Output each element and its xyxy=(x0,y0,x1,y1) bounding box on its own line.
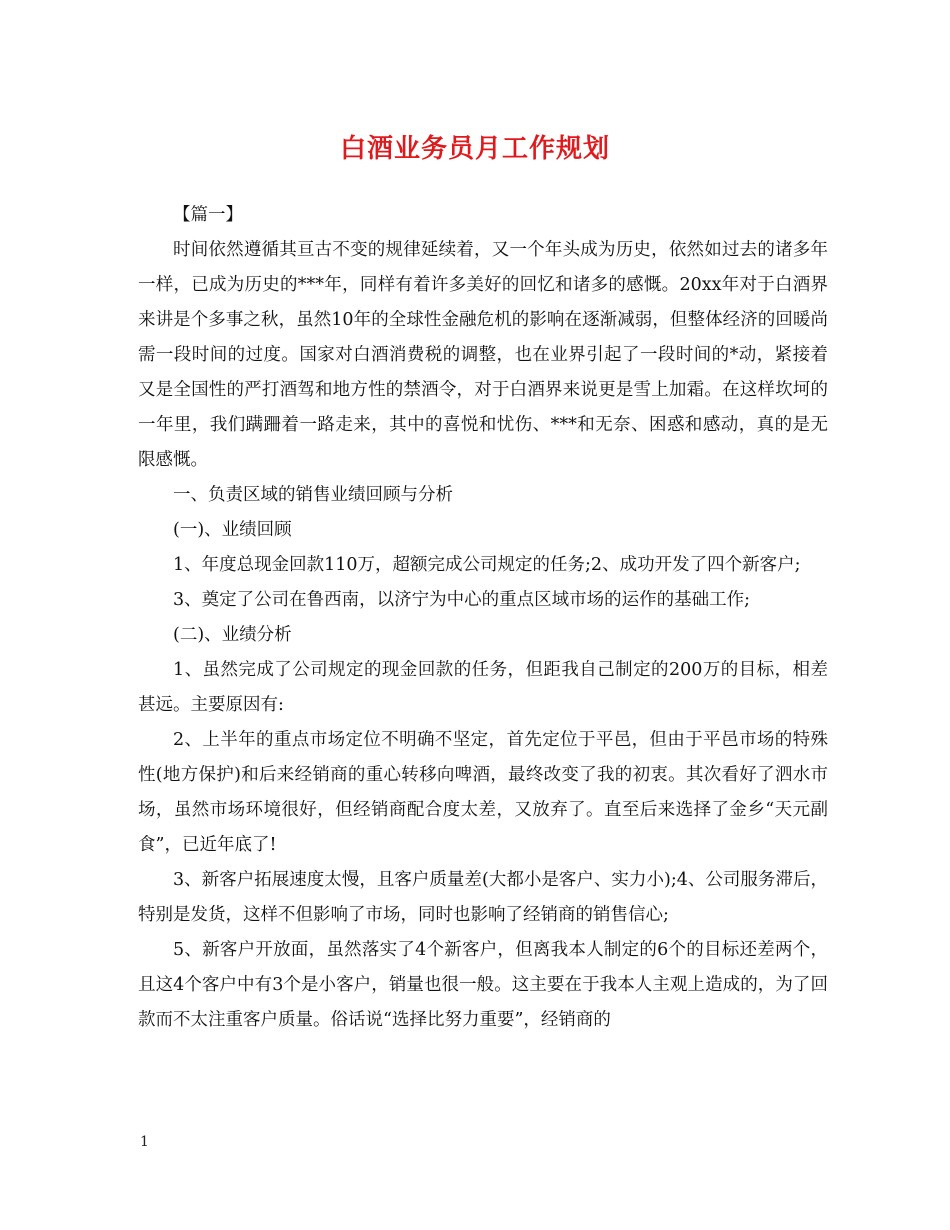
paragraph: 1、虽然完成了公司规定的现金回款的任务，但距我自己制定的200万的目标，相差甚远。主要原因有: xyxy=(138,660,828,715)
paragraph: 2、上半年的重点市场定位不明确不坚定，首先定位于平邑，但由于平邑市场的特殊性(地方保护)和后来经销商的重心转移向啤酒，最终改变了我的初衷。其次看好了泗水市场，虽然市场环境很好，但经销商配合度太差，又放弃了。直至后来选择了金乡“天元副食”，已近年底了! xyxy=(138,730,828,855)
subheading-performance-analysis: (二)、业绩分析 xyxy=(173,625,292,645)
paragraph: 1、年度总现金回款110万，超额完成公司规定的任务;2、成功开发了四个新客户; xyxy=(173,555,801,575)
document-title: 白酒业务员月工作规划 xyxy=(339,134,610,164)
page-number: 1 xyxy=(140,1134,149,1150)
paragraph: 时间依然遵循其亘古不变的规律延续着，又一个年头成为历史，依然如过去的诸多年一样，已成为历史的***年，同样有着许多美好的回忆和诸多的感慨。20xx年对于白酒界来讲是个多事之秋，虽然10年的全球性金融危机的影响在逐渐减弱，但整体经济的回暖尚需一段时间的过度。国家对白酒消费税的调整，也在业界引起了一段时间的*动，紧接着又是全国性的严打酒驾和地方性的禁酒令，对于白酒界来说更是雪上加霜。在这样坎坷的一年里，我们蹒跚着一路走来，其中的喜悦和忧伤、***和无奈、困惑和感动，真的是无限感慨。 xyxy=(138,240,828,470)
subheading-performance-review: (一)、业绩回顾 xyxy=(173,520,292,540)
heading-sales-review: 一、负责区域的销售业绩回顾与分析 xyxy=(173,485,453,505)
document-body xyxy=(138,198,828,1038)
paragraph: 3、新客户拓展速度太慢，且客户质量差(大都小是客户、实力小);4、公司服务滞后，特别是发货，这样不但影响了市场，同时也影响了经销商的销售信心; xyxy=(138,870,828,925)
section-label: 【篇一】 xyxy=(173,205,243,225)
paragraph: 3、奠定了公司在鲁西南，以济宁为中心的重点区域市场的运作的基础工作; xyxy=(173,590,751,610)
paragraph: 5、新客户开放面，虽然落实了4个新客户，但离我本人制定的6个的目标还差两个，且这4个客户中有3个是小客户，销量也很一般。这主要在于我本人主观上造成的，为了回款而不太注重客户质量。俗话说“选择比努力重要”，经销商的 xyxy=(138,940,828,1030)
